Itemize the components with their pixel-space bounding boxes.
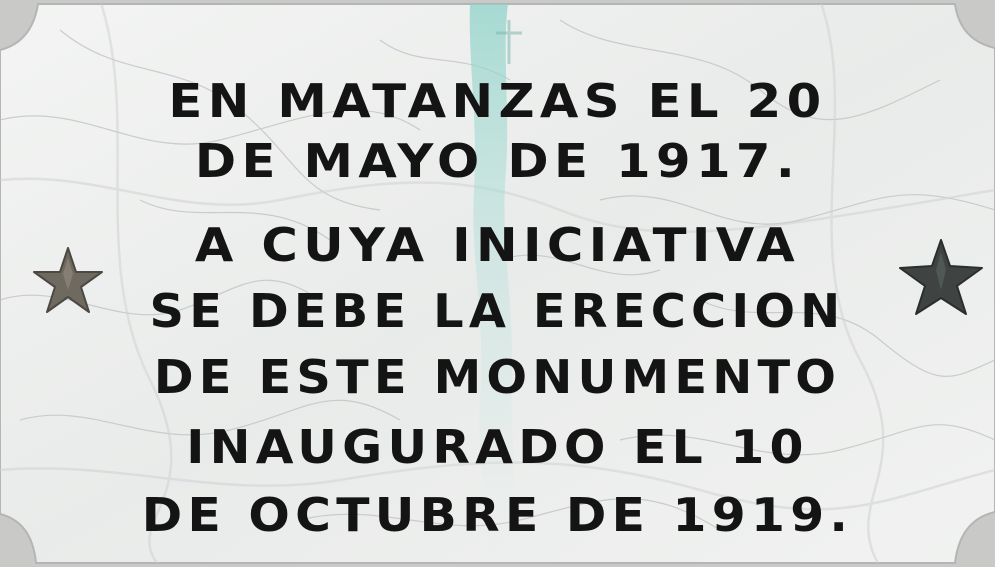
inscription-line-2: DE MAYO DE 1917. [194,134,801,188]
inscription-line-1: EN MATANZAS EL 20 [168,74,827,128]
inscription-line-6: INAUGURADO EL 10 [186,420,809,474]
inscription-line-4: SE DEBE LA ERECCION [149,284,846,338]
inscription-line-3: A CUYA INICIATIVA [194,218,801,272]
inscription-line-7: DE OCTUBRE DE 1919. [141,488,854,542]
inscription-line-5: DE ESTE MONUMENTO [153,350,842,404]
